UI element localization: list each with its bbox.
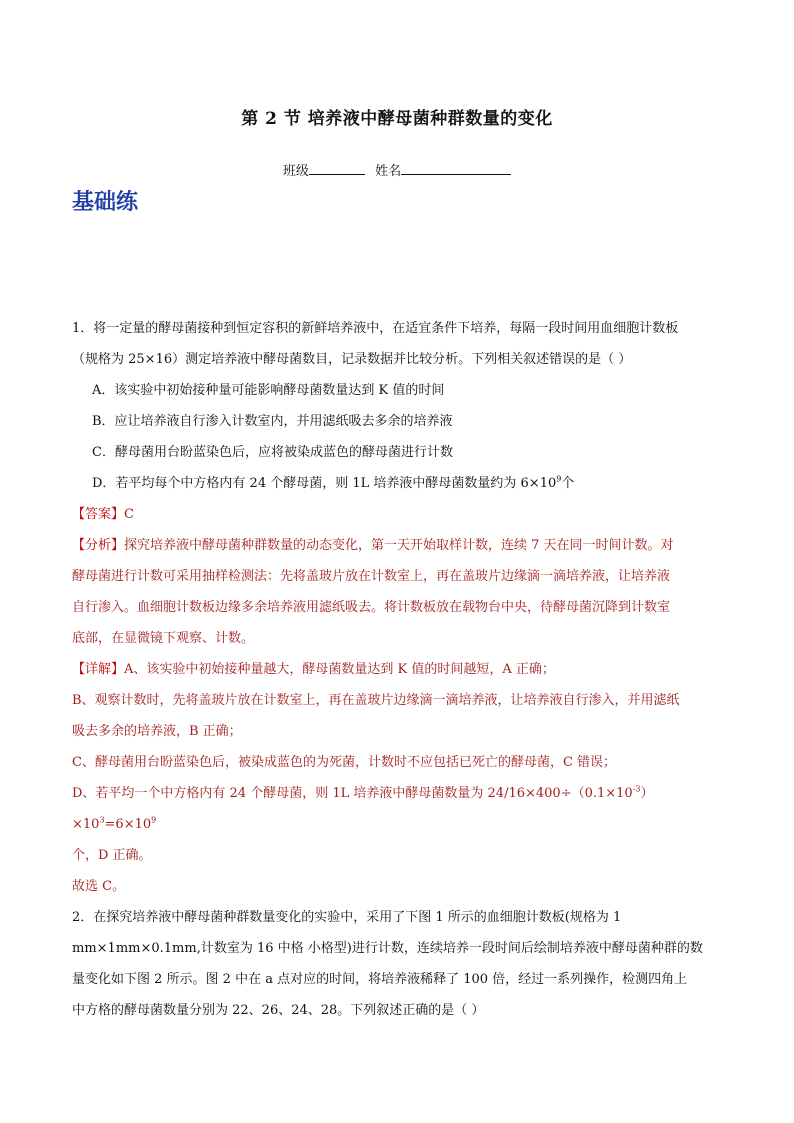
q1-detail-b1: B、观察计数时，先将盖玻片放在计数室上，再在盖玻片边缘滴一滴培养液，让培养液自行渗入，并用滤纸	[72, 693, 680, 708]
q1-analysis-line1: 【分析】探究培养液中酵母菌种群数量的动态变化，第一天开始取样计数，连续 7 天在同一时间计数。对	[72, 538, 674, 553]
q1-detail-d1: D、若平均一个中方格内有 24 个酵母菌，则 1L 培养液中酵母菌数量为 $24/16\times 400\div(0.1\times 10^{-3})\times 10^3=6\times 10^9$	[72, 784, 654, 832]
q1-stem-line1: 1．将一定量的酵母菌接种到恒定容积的新鲜培养液中，在适宜条件下培养，每隔一段时间用血细胞计数板	[72, 321, 679, 336]
q1-answer	[72, 499, 724, 530]
answer-tag: 【答案】	[72, 507, 125, 522]
q2-line4: 中方格的酵母菌数量分别为 22、26、24、28。下列叙述正确的是（ ）	[72, 1003, 485, 1018]
q1-stem-line2: （规格为 25×16）测定培养液中酵母菌数目，记录数据并比较分析。下列相关叙述错误的是（ ）	[72, 352, 632, 367]
name-blank[interactable]	[401, 162, 511, 175]
q1-analysis-line4: 底部，在显微镜下观察、计数。	[72, 631, 255, 646]
q2-line1: 2．在探究培养液中酵母菌种群数量变化的实验中，采用了下图 1 所示的血细胞计数板(规格为 1	[72, 910, 622, 925]
analysis-tag: 【分析】	[72, 538, 125, 553]
q1-detail-d2: 个，D 正确。	[72, 848, 152, 863]
q1-detail-a: 【详解】A、该实验中初始接种量越大，酵母菌数量达到 K 值的时间越短，A 正确；	[72, 662, 555, 677]
class-label: 班级	[282, 164, 309, 179]
q1-option-d: D．若平均每个中方格内有 24 个酵母菌，则 1L 培养液中酵母菌数量约为 $6\times 10^9$个	[92, 474, 575, 491]
class-blank[interactable]	[309, 162, 365, 175]
detail-tag: 【详解】	[72, 662, 125, 677]
q1-conclusion: 故选 C。	[72, 879, 126, 894]
q2-line2: mm×1mm×0.1mm,计数室为 16 中格 小格型)进行计数，连续培养一段时间后绘制培养液中酵母菌种群的数	[72, 941, 703, 956]
q1-option-c: C．酵母菌用台盼蓝染色后，应将被染成蓝色的酵母菌进行计数	[92, 445, 453, 460]
answer-value: C	[124, 507, 134, 522]
q1-detail-b2: 吸去多余的培养液，B 正确；	[72, 724, 242, 739]
page-title: 第 2 节 培养液中酵母菌种群数量的变化	[241, 109, 553, 129]
q1-analysis-line2: 酵母菌进行计数可采用抽样检测法：先将盖玻片放在计数室上，再在盖玻片边缘滴一滴培养液，让培养液	[72, 569, 671, 584]
section-heading: 基础练	[72, 189, 139, 215]
name-label: 姓名	[375, 164, 402, 179]
student-info-line	[0, 160, 794, 179]
q2-line3: 量变化如下图 2 所示。图 2 中在 a 点对应的时间，将培养液稀释了 100 倍，经过一系列操作，检测四角上	[72, 972, 688, 987]
q1-option-b: B．应让培养液自行渗入计数室内，并用滤纸吸去多余的培养液	[92, 414, 453, 429]
q1-analysis-line3: 自行渗入。血细胞计数板边缘多余培养液用滤纸吸去。将计数板放在载物台中央，待酵母菌沉降到计数室	[72, 600, 671, 615]
q1-detail-c: C、酵母菌用台盼蓝染色后，被染成蓝色的为死菌，计数时不应包括已死亡的酵母菌，C 错误；	[72, 755, 617, 770]
question-content	[72, 313, 724, 1026]
q1-option-a: A．该实验中初始接种量可能影响酵母菌数量达到 K 值的时间	[92, 383, 445, 398]
